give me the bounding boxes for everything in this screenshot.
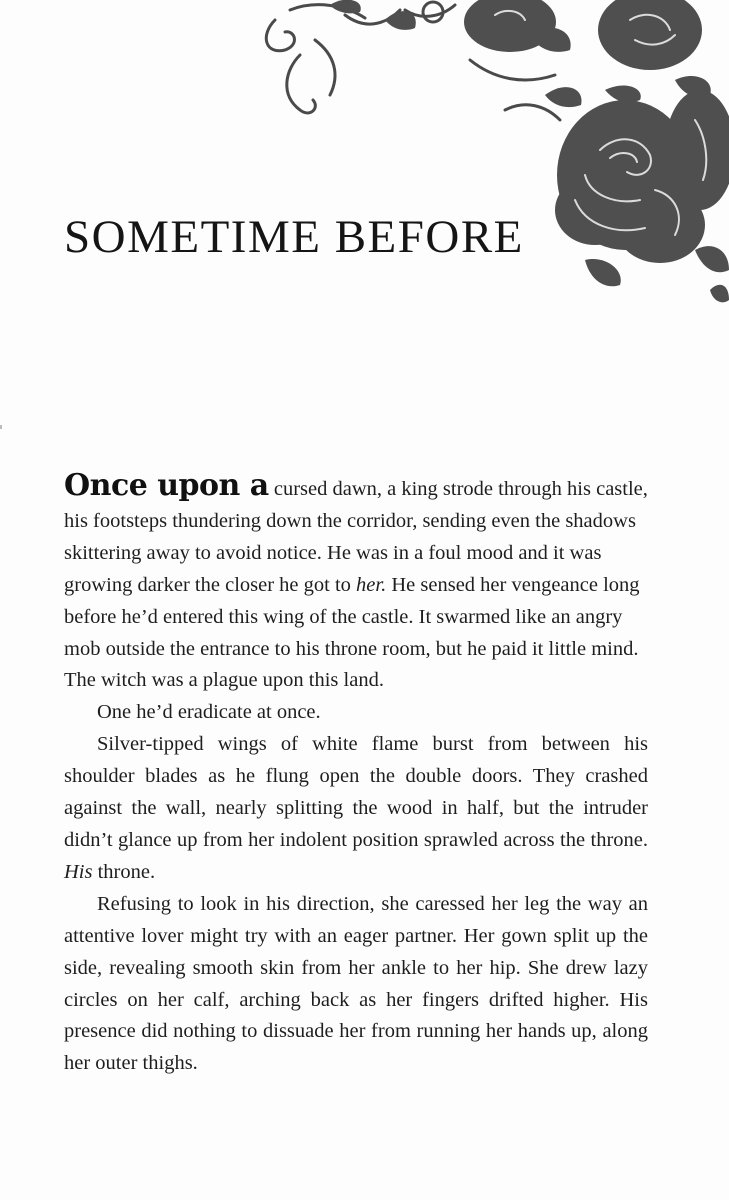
rose-flourish-icon (255, 0, 729, 320)
paragraph (64, 470, 648, 697)
paragraph-text: Silver-tipped wings of white flame burst from between his shoulder blades as he flung open the double doors. They crashed against the wall, nearly splitting the wood in half, but the intruder didn’t glance up from her indolent position sprawled across the throne. (64, 733, 648, 851)
paragraph (64, 889, 648, 1080)
paragraph (64, 729, 648, 889)
paragraph-italic: His (64, 860, 93, 883)
paragraph (64, 697, 648, 729)
paragraph-italic: her. (356, 573, 387, 596)
chapter-title: SOMETIME BEFORE (64, 211, 524, 263)
paragraph-text: One he’d eradicate at once. (97, 701, 321, 724)
paragraph-text-continued: throne. (92, 860, 156, 883)
paragraph-text-continued: He sensed her vengeance long before he’d entered this wing of the castle. It swarmed like an angry mob outside the entrance to his throne room, but he paid it little mind. The witch was a plague upon this land. (64, 573, 640, 692)
lead-in-text: Once upon a (64, 468, 269, 503)
paragraph-text: cursed dawn, a king strode through his castle, his footsteps thundering down the corridor, sending even the shadows skittering away to avoid notice. He was in a foul mood and it was growing darker the closer he got to (64, 478, 648, 596)
scan-mark (0, 425, 2, 429)
chapter-body (64, 470, 648, 1080)
paragraph-text: Refusing to look in his direction, she caressed her leg the way an attentive lover might try with an eager partner. Her gown split up the side, revealing smooth skin from her ankle to her hip. She drew lazy circles on her calf, arching back as her fingers drifted higher. His presence did nothing to dissuade her from running her hands up, along her outer thighs. (64, 892, 648, 1075)
